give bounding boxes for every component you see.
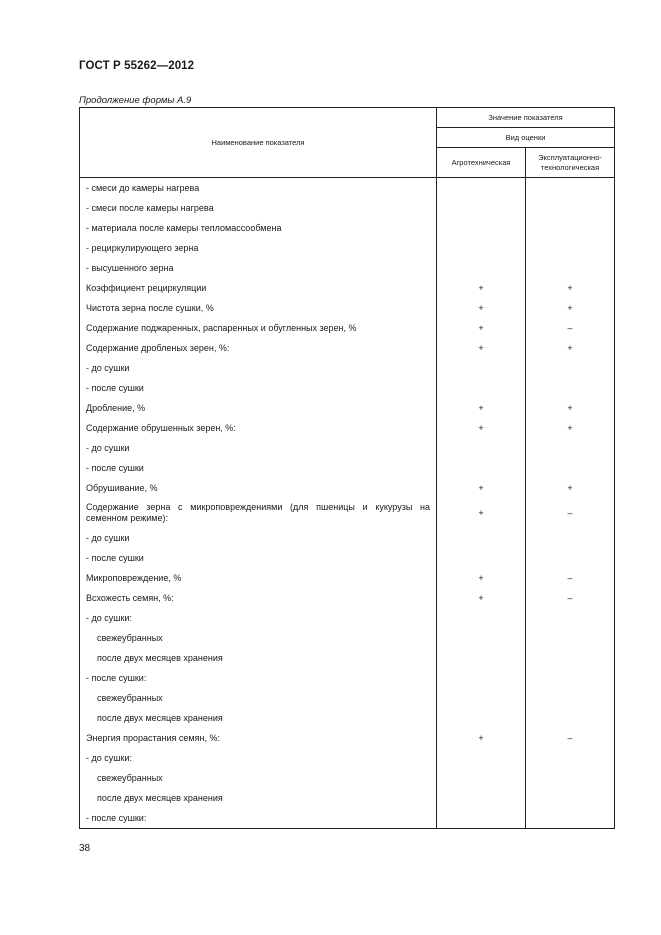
operational-mark-cell	[526, 438, 615, 458]
indicator-name-cell: - до сушки	[80, 438, 437, 458]
table-row	[80, 498, 615, 528]
indicator-name-cell: Энергия прорастания семян, %:	[80, 728, 437, 748]
operational-mark-cell	[526, 748, 615, 768]
agrotechnical-mark-cell: +	[437, 418, 526, 438]
indicator-name-cell: после двух месяцев хранения	[80, 788, 437, 808]
operational-mark-cell: +	[526, 298, 615, 318]
table-row	[80, 728, 615, 748]
operational-mark-cell	[526, 378, 615, 398]
indicator-name-cell: Содержание обрушенных зерен, %:	[80, 418, 437, 438]
agrotechnical-mark-cell	[437, 768, 526, 788]
table-header	[80, 108, 615, 178]
table-row	[80, 258, 615, 278]
indicator-name-cell: - до сушки:	[80, 748, 437, 768]
agrotechnical-mark-cell: +	[437, 728, 526, 748]
table-row	[80, 688, 615, 708]
operational-mark-cell: +	[526, 278, 615, 298]
indicator-name-cell: после двух месяцев хранения	[80, 708, 437, 728]
table-row	[80, 788, 615, 808]
header-agrotechnical: Агротехническая	[437, 148, 526, 178]
indicators-table	[79, 107, 615, 829]
operational-mark-cell	[526, 688, 615, 708]
page-number: 38	[79, 843, 91, 854]
agrotechnical-mark-cell	[437, 198, 526, 218]
table-row	[80, 318, 615, 338]
table-row	[80, 748, 615, 768]
operational-mark-cell	[526, 788, 615, 808]
operational-mark-cell	[526, 178, 615, 199]
indicator-name-cell: Всхожесть семян, %:	[80, 588, 437, 608]
operational-mark-cell: –	[526, 318, 615, 338]
agrotechnical-mark-cell	[437, 608, 526, 628]
table-row	[80, 668, 615, 688]
indicator-name-cell: Коэффициент рециркуляции	[80, 278, 437, 298]
indicator-name-cell: - высушенного зерна	[80, 258, 437, 278]
table-row	[80, 198, 615, 218]
form-continuation-caption: Продолжение формы А.9	[79, 95, 192, 106]
agrotechnical-mark-cell: +	[437, 588, 526, 608]
agrotechnical-mark-cell: +	[437, 278, 526, 298]
operational-mark-cell	[526, 218, 615, 238]
agrotechnical-mark-cell: +	[437, 338, 526, 358]
agrotechnical-mark-cell: +	[437, 318, 526, 338]
agrotechnical-mark-cell	[437, 788, 526, 808]
indicator-name-cell: - после сушки	[80, 378, 437, 398]
indicator-name-cell: - после сушки:	[80, 808, 437, 829]
agrotechnical-mark-cell	[437, 748, 526, 768]
indicator-name-cell: - до сушки	[80, 528, 437, 548]
operational-mark-cell	[526, 458, 615, 478]
agrotechnical-mark-cell: +	[437, 478, 526, 498]
table-row	[80, 548, 615, 568]
indicator-name-cell: - материала после камеры тепломассообмена	[80, 218, 437, 238]
agrotechnical-mark-cell	[437, 178, 526, 199]
operational-mark-cell	[526, 608, 615, 628]
operational-mark-cell	[526, 768, 615, 788]
indicator-name-cell: - рециркулирующего зерна	[80, 238, 437, 258]
table-row	[80, 418, 615, 438]
agrotechnical-mark-cell	[437, 378, 526, 398]
table-row	[80, 768, 615, 788]
header-operational: Эксплуатационно-технологическая	[526, 148, 615, 178]
indicator-name-cell: свежеубранных	[80, 628, 437, 648]
indicator-name-cell: Содержание поджаренных, распаренных и обугленных зерен, %	[80, 318, 437, 338]
document-code: ГОСТ Р 55262—2012	[79, 60, 195, 72]
agrotechnical-mark-cell	[437, 358, 526, 378]
indicator-name-cell: Обрушивание, %	[80, 478, 437, 498]
operational-mark-cell	[526, 668, 615, 688]
indicator-name-cell: Микроповреждение, %	[80, 568, 437, 588]
table-row	[80, 218, 615, 238]
table-row	[80, 648, 615, 668]
agrotechnical-mark-cell: +	[437, 498, 526, 528]
table-row	[80, 378, 615, 398]
operational-mark-cell: +	[526, 338, 615, 358]
indicator-name-cell: - после сушки	[80, 548, 437, 568]
agrotechnical-mark-cell	[437, 688, 526, 708]
operational-mark-cell	[526, 358, 615, 378]
agrotechnical-mark-cell	[437, 668, 526, 688]
operational-mark-cell: +	[526, 398, 615, 418]
operational-mark-cell: –	[526, 588, 615, 608]
indicator-name-cell: - смеси до камеры нагрева	[80, 178, 437, 199]
agrotechnical-mark-cell	[437, 218, 526, 238]
operational-mark-cell	[526, 708, 615, 728]
agrotechnical-mark-cell	[437, 438, 526, 458]
indicator-name-cell: - до сушки:	[80, 608, 437, 628]
table-row	[80, 438, 615, 458]
operational-mark-cell	[526, 628, 615, 648]
operational-mark-cell	[526, 258, 615, 278]
agrotechnical-mark-cell	[437, 458, 526, 478]
indicator-name-cell: свежеубранных	[80, 768, 437, 788]
indicator-name-cell: - после сушки:	[80, 668, 437, 688]
operational-mark-cell	[526, 808, 615, 829]
table-row	[80, 398, 615, 418]
agrotechnical-mark-cell	[437, 628, 526, 648]
table-row	[80, 478, 615, 498]
indicator-name-cell: свежеубранных	[80, 688, 437, 708]
agrotechnical-mark-cell: +	[437, 398, 526, 418]
table-row	[80, 278, 615, 298]
indicator-name-cell: - смеси после камеры нагрева	[80, 198, 437, 218]
operational-mark-cell: –	[526, 728, 615, 748]
agrotechnical-mark-cell: +	[437, 298, 526, 318]
indicator-name-cell: Дробление, %	[80, 398, 437, 418]
agrotechnical-mark-cell	[437, 238, 526, 258]
table-row	[80, 568, 615, 588]
indicator-name-cell: - после сушки	[80, 458, 437, 478]
agrotechnical-mark-cell	[437, 708, 526, 728]
table-row	[80, 588, 615, 608]
indicator-name-cell: Чистота зерна после сушки, %	[80, 298, 437, 318]
operational-mark-cell	[526, 548, 615, 568]
operational-mark-cell	[526, 528, 615, 548]
header-indicator-value: Значение показателя	[437, 108, 615, 128]
indicator-name-cell: после двух месяцев хранения	[80, 648, 437, 668]
table-row	[80, 608, 615, 628]
operational-mark-cell: –	[526, 568, 615, 588]
agrotechnical-mark-cell: +	[437, 568, 526, 588]
table-row	[80, 628, 615, 648]
operational-mark-cell	[526, 648, 615, 668]
table-row	[80, 338, 615, 358]
table-row	[80, 808, 615, 829]
operational-mark-cell: +	[526, 418, 615, 438]
operational-mark-cell: –	[526, 498, 615, 528]
table-row	[80, 708, 615, 728]
table-row	[80, 358, 615, 378]
agrotechnical-mark-cell	[437, 258, 526, 278]
header-indicator-name: Наименование показателя	[80, 108, 437, 178]
operational-mark-cell	[526, 198, 615, 218]
table-row	[80, 238, 615, 258]
operational-mark-cell: +	[526, 478, 615, 498]
table-row	[80, 298, 615, 318]
agrotechnical-mark-cell	[437, 808, 526, 829]
agrotechnical-mark-cell	[437, 548, 526, 568]
table-row	[80, 458, 615, 478]
table-body	[80, 178, 615, 829]
header-assessment-type: Вид оценки	[437, 128, 615, 148]
table-row	[80, 178, 615, 199]
indicator-name-cell: - до сушки	[80, 358, 437, 378]
indicator-name-cell: Содержание дробленых зерен, %:	[80, 338, 437, 358]
operational-mark-cell	[526, 238, 615, 258]
agrotechnical-mark-cell	[437, 648, 526, 668]
indicator-name-cell: Содержание зерна с микроповреждениями (для пшеницы и кукурузы на семенном режиме):	[80, 498, 437, 528]
agrotechnical-mark-cell	[437, 528, 526, 548]
table-row	[80, 528, 615, 548]
